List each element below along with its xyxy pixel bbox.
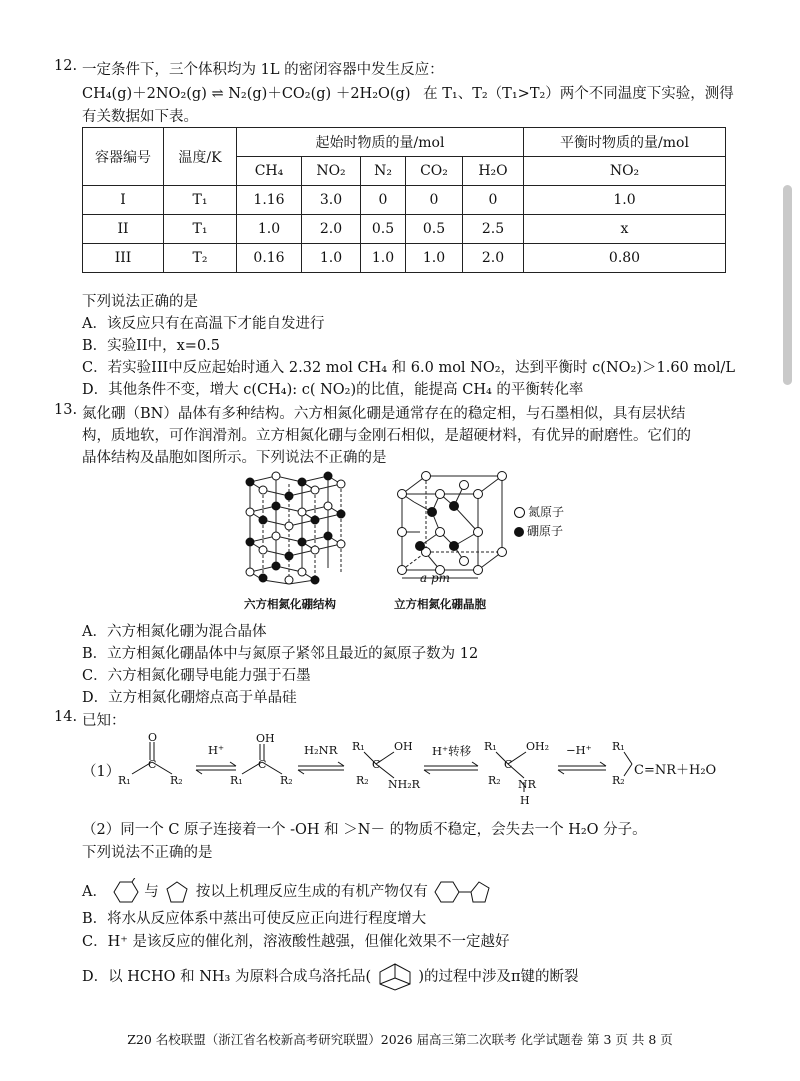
q12-intro2: 有关数据如下表。 [82,109,198,125]
table-cell: 0 [463,186,524,215]
reaction-mechanism-diagram [112,732,712,812]
q14-known: 已知： [82,713,126,729]
q13-text-2: 构，质地软，可作润滑剂。立方相氮化硼与金刚石相似，是超硬材料，有优异的耐磨性。它们的 [82,428,691,444]
table-cell: 0.80 [524,244,726,273]
table-cell: 1.16 [237,186,302,215]
header-temperature: 温度/K [164,128,237,186]
svg-text:O: O [148,732,158,744]
q14-option-a-prefix: A． [82,884,107,900]
subheader-h2o: H₂O [463,157,524,186]
table-cell: 1.0 [524,186,726,215]
q12-equation [82,82,734,103]
svg-text:R₂: R₂ [356,774,369,787]
q14-option-a [82,878,499,906]
q14-option-a-text: 按以上机理反应生成的有机产物仅有 [195,884,428,900]
svg-text:C: C [258,758,267,771]
table-row [83,244,726,273]
q14-option-c: C．H⁺ 是该反应的催化剂，溶液酸性越强，但催化效果不一定越好 [82,934,510,950]
q12-option-c: C．若实验III中反应起始时通入 2.32 mol CH₄ 和 6.0 mol NO₂，达到平衡时 c(NO₂)＞1.60 mol/L [82,360,736,376]
table-cell: 1.0 [361,244,406,273]
table-cell: 3.0 [302,186,361,215]
legend-boron-label: 硼原子 [527,524,564,538]
cell-dimension-label: a pm [420,571,451,585]
table-cell: 0.5 [361,215,406,244]
table-cell: I [83,186,164,215]
q14-option-d-suffix: )的过程中涉及π键的断裂 [418,969,579,985]
q12-equation-tail: 在 T₁、T₂（T₁>T₂）两个不同温度下实验，测得 [423,86,734,102]
methylcyclohexanone-structure-icon [112,878,140,906]
table-cell: II [83,215,164,244]
svg-text:C: C [372,758,381,771]
q14-option-d [82,962,579,992]
mechanism-product: C=NR＋H₂O [634,763,717,778]
table-cell: 0 [361,186,406,215]
table-cell: 2.0 [302,215,361,244]
q14-prompt: 下列说法不正确的是 [82,845,213,861]
filled-circle-icon [514,527,524,537]
svg-text:OH: OH [394,740,413,753]
q12-data-table [82,127,726,273]
q12-option-b: B．实验II中，x=0.5 [82,338,220,354]
q12-intro: 一定条件下，三个体积均为 1L 的密闭容器中发生反应： [82,62,444,78]
svg-text:NH₂R: NH₂R [388,778,420,791]
scrollbar-thumb[interactable] [783,185,792,385]
q13-number: 13. [54,402,78,418]
svg-text:R₁: R₁ [352,740,365,753]
svg-text:R₁: R₁ [612,740,625,753]
q12-reaction: CH₄(g)＋2NO₂(g) ⇌ N₂(g)＋CO₂(g) ＋2H₂O(g) [82,86,411,102]
q13-text-3: 晶体结构及晶胞如图所示。下列说法不正确的是 [82,450,387,466]
q14-option-d-prefix: D．以 HCHO 和 NH₃ 为原料合成乌洛托品( [82,969,372,985]
table-cell: 1.0 [302,244,361,273]
hexagonal-bn-structure-figure [236,470,356,585]
q13-option-c: C．六方相氮化硼导电能力强于石墨 [82,668,311,684]
header-container: 容器编号 [83,128,164,186]
svg-text:R₂: R₂ [612,774,625,787]
q13-text-1: 氮化硼（BN）晶体有多种结构。六方相氮化硼是通常存在的稳定相，与石墨相似，具有层状结 [82,406,686,422]
legend-nitrogen [514,503,564,520]
subheader-co2: CO₂ [406,157,463,186]
header-initial-amount: 起始时物质的量/mol [237,128,524,157]
table-cell: 0.5 [406,215,463,244]
q12-option-d: D．其他条件不变，增大 c(CH₄): c( NO₂)的比值，能提高 CH₄ 的平衡转化率 [82,382,584,398]
q14-option-b: B．将水从反应体系中蒸出可使反应正向进行程度增大 [82,911,427,927]
table-cell: 2.5 [463,215,524,244]
subheader-ch4: CH₄ [237,157,302,186]
hexamine-structure-icon [376,962,414,992]
svg-text:R₂: R₂ [488,774,501,787]
q12-number: 12. [54,58,78,74]
hexagonal-bn-caption: 六方相氮化硼结构 [244,597,336,611]
table-cell: 1.0 [406,244,463,273]
table-row [83,215,726,244]
arrow-label-proton-transfer: H⁺转移 [432,744,472,758]
q14-number: 14. [54,709,78,725]
svg-text:OH: OH [256,732,275,745]
table-cell: 0 [406,186,463,215]
table-cell: 0.16 [237,244,302,273]
header-equilibrium-amount: 平衡时物质的量/mol [524,128,726,157]
svg-text:C: C [148,758,157,771]
page-footer: Z20 名校联盟（浙江省名校新高考研究联盟）2026 届高三第二次联考 化学试题卷 第 3 页 共 8 页 [127,1032,673,1047]
svg-text:R₁: R₁ [484,740,497,753]
mechanism-step-label: （1） [82,764,121,780]
subheader-no2: NO₂ [302,157,361,186]
open-circle-icon [514,507,525,518]
arrow-label-h-plus: H⁺ [208,743,225,757]
q12-prompt: 下列说法正确的是 [82,294,198,310]
table-cell: 2.0 [463,244,524,273]
cubic-bn-unit-cell-figure [392,470,522,585]
svg-text:H: H [520,794,530,807]
arrow-label-minus-h: −H⁺ [566,743,592,757]
q13-option-a: A．六方相氮化硼为混合晶体 [82,624,267,640]
table-cell: III [83,244,164,273]
table-cell: 1.0 [237,215,302,244]
svg-text:R₂: R₂ [280,774,293,787]
svg-text:R₁: R₁ [118,774,131,787]
q13-option-d: D．立方相氮化硼熔点高于单晶硅 [82,690,297,706]
table-cell: T₁ [164,215,237,244]
table-cell: x [524,215,726,244]
pyrrolidine-structure-icon [163,878,191,906]
svg-text:R₁: R₁ [230,774,243,787]
subheader-eq-no2: NO₂ [524,157,726,186]
legend-nitrogen-label: 氮原子 [528,505,565,519]
enamine-product-structure-icon [433,878,499,906]
svg-text:R₂: R₂ [170,774,183,787]
svg-text:C: C [504,758,513,771]
legend-boron [514,522,563,539]
table-cell: T₂ [164,244,237,273]
q12-option-a: A．该反应只有在高温下才能自发进行 [82,316,325,332]
q13-option-b: B．立方相氮化硼晶体中与氮原子紧邻且最近的氮原子数为 12 [82,646,479,662]
cubic-bn-caption: 立方相氮化硼晶胞 [394,597,486,611]
svg-text:OH₂: OH₂ [526,740,550,753]
q14-option-a-and: 与 [144,884,159,900]
subheader-n2: N₂ [361,157,406,186]
table-cell: T₁ [164,186,237,215]
q14-note-2: （2）同一个 C 原子连接着一个 -OH 和 ＞N－ 的物质不稳定，会失去一个 H₂O 分子。 [82,822,647,838]
table-row [83,186,726,215]
arrow-label-amine: H₂NR [304,743,338,757]
svg-text:NR: NR [518,778,536,791]
